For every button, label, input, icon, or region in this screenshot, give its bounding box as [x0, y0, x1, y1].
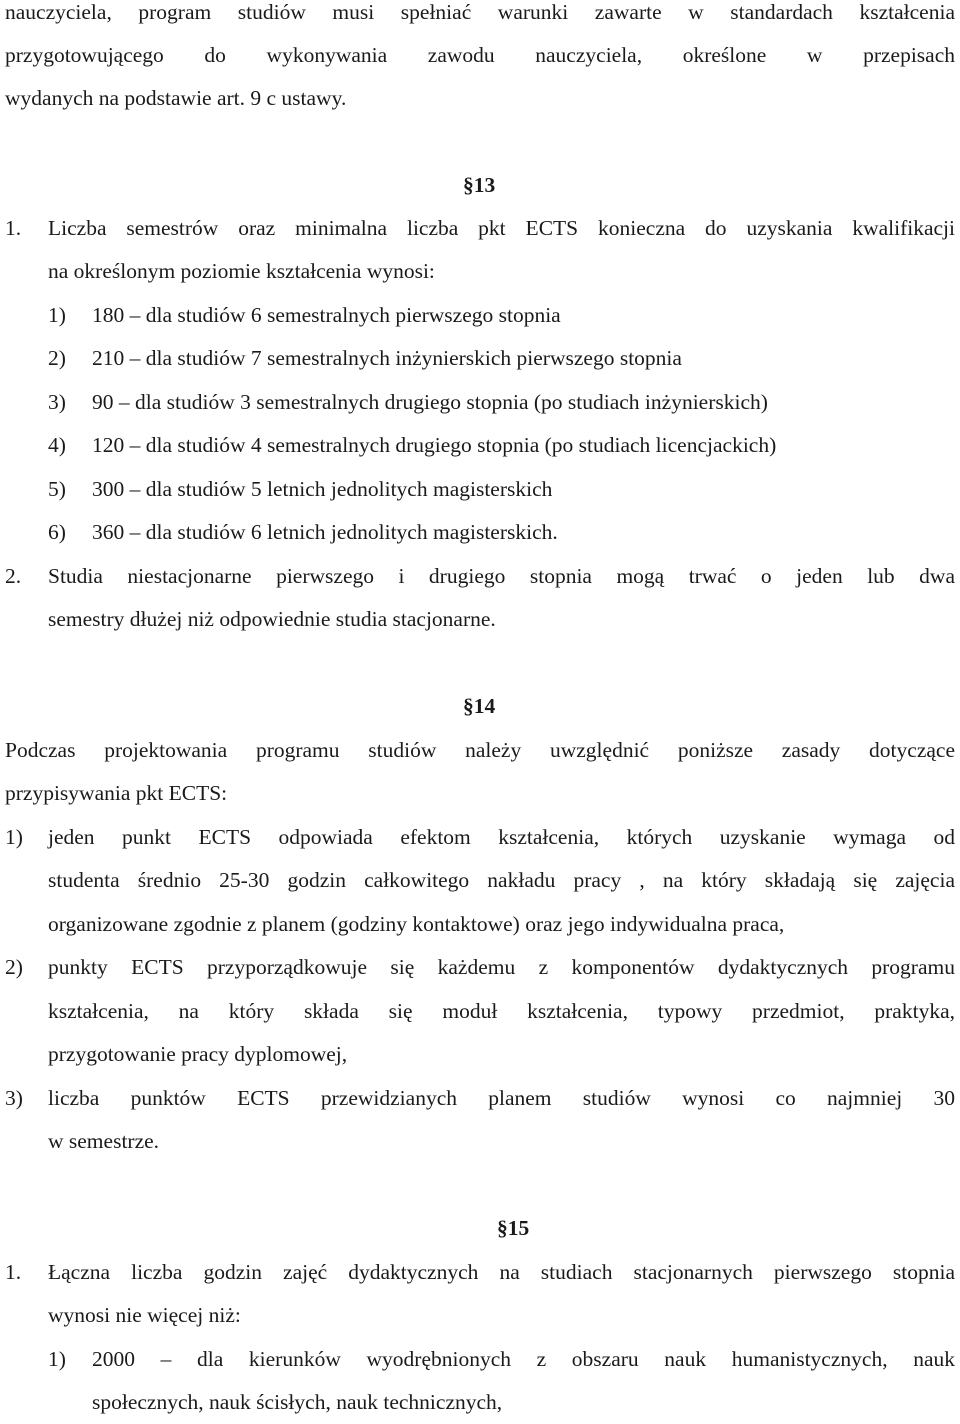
s13-p2-number: 2.: [5, 564, 22, 588]
s13-item-5-text: 300 – dla studiów 5 letnich jednolitych magisterskich: [92, 477, 553, 501]
s13-item-3-text: 90 – dla studiów 3 semestralnych drugiego stopnia (po studiach inżynierskich): [92, 390, 768, 414]
s13-item-2-text: 210 – dla studiów 7 semestralnych inżynierskich pierwszego stopnia: [92, 346, 682, 370]
s14-item-2-number: 2): [5, 955, 23, 979]
intro-line-1: nauczyciela, program studiów musi spełniać warunki zawarte w standardach kształcenia: [5, 0, 955, 24]
s14-item-3-line-2: w semestrze.: [48, 1129, 160, 1153]
s13-p2-line-2: semestry dłużej niż odpowiednie studia stacjonarne.: [48, 607, 496, 631]
s14-intro-line-1: Podczas projektowania programu studiów należy uwzględnić poniższe zasady dotyczące: [5, 738, 955, 762]
s14-item-3-line-1: liczba punktów ECTS przewidzianych planem studiów wynosi co najmniej 30: [48, 1086, 955, 1110]
s15-p1-line-2: wynosi nie więcej niż:: [48, 1303, 241, 1327]
s14-item-2-line-1: punkty ECTS przyporządkowuje się każdemu z komponentów dydaktycznych programu: [48, 955, 955, 979]
s13-p1-number: 1.: [5, 216, 22, 240]
s13-item-1-number: 1): [48, 303, 66, 327]
s13-item-1-text: 180 – dla studiów 6 semestralnych pierwszego stopnia: [92, 303, 561, 327]
s14-item-1-line-1: jeden punkt ECTS odpowiada efektom kształcenia, których uzyskanie wymaga od: [48, 825, 955, 849]
section-15-heading: §15: [497, 1216, 530, 1240]
s14-item-3-number: 3): [5, 1086, 23, 1110]
s14-item-1-number: 1): [5, 825, 23, 849]
s13-item-3-number: 3): [48, 390, 66, 414]
s14-item-2-line-2: kształcenia, na który składa się moduł kształcenia, typowy przedmiot, praktyka,: [48, 999, 955, 1023]
intro-line-3: wydanych na podstawie art. 9 c ustawy.: [5, 86, 347, 110]
section-13-heading: §13: [463, 173, 496, 197]
s14-item-2-line-3: przygotowanie pracy dyplomowej,: [48, 1042, 348, 1066]
section-14-heading: §14: [463, 694, 496, 718]
s13-item-4-number: 4): [48, 433, 66, 457]
s13-p1-line-2: na określonym poziomie kształcenia wynosi:: [48, 259, 435, 283]
s13-item-6-text: 360 – dla studiów 6 letnich jednolitych magisterskich.: [92, 520, 558, 544]
s14-item-1-line-3: organizowane zgodnie z planem (godziny kontaktowe) oraz jego indywidualna praca,: [48, 912, 785, 936]
s15-item-1-number: 1): [48, 1347, 66, 1371]
s13-item-2-number: 2): [48, 346, 66, 370]
s15-p1-line-1: Łączna liczba godzin zajęć dydaktycznych na studiach stacjonarnych pierwszego stopnia: [48, 1260, 955, 1284]
s13-p1-line-1: Liczba semestrów oraz minimalna liczba pkt ECTS konieczna do uzyskania kwalifikacji: [48, 216, 955, 240]
s13-item-4-text: 120 – dla studiów 4 semestralnych drugiego stopnia (po studiach licencjackich): [92, 433, 777, 457]
intro-line-2: przygotowującego do wykonywania zawodu nauczyciela, określone w przepisach: [5, 43, 955, 67]
s15-p1-number: 1.: [5, 1260, 22, 1284]
s15-item-1-line-2: społecznych, nauk ścisłych, nauk technicznych,: [92, 1390, 503, 1414]
s15-item-1-line-1: 2000 – dla kierunków wyodrębnionych z obszaru nauk humanistycznych, nauk: [92, 1347, 955, 1371]
s14-item-1-line-2: studenta średnio 25-30 godzin całkowitego nakładu pracy , na który składają się zajęcia: [48, 868, 955, 892]
s13-item-6-number: 6): [48, 520, 66, 544]
s13-item-5-number: 5): [48, 477, 66, 501]
s14-intro-line-2: przypisywania pkt ECTS:: [5, 781, 228, 805]
s13-p2-line-1: Studia niestacjonarne pierwszego i drugiego stopnia mogą trwać o jeden lub dwa: [48, 564, 955, 588]
